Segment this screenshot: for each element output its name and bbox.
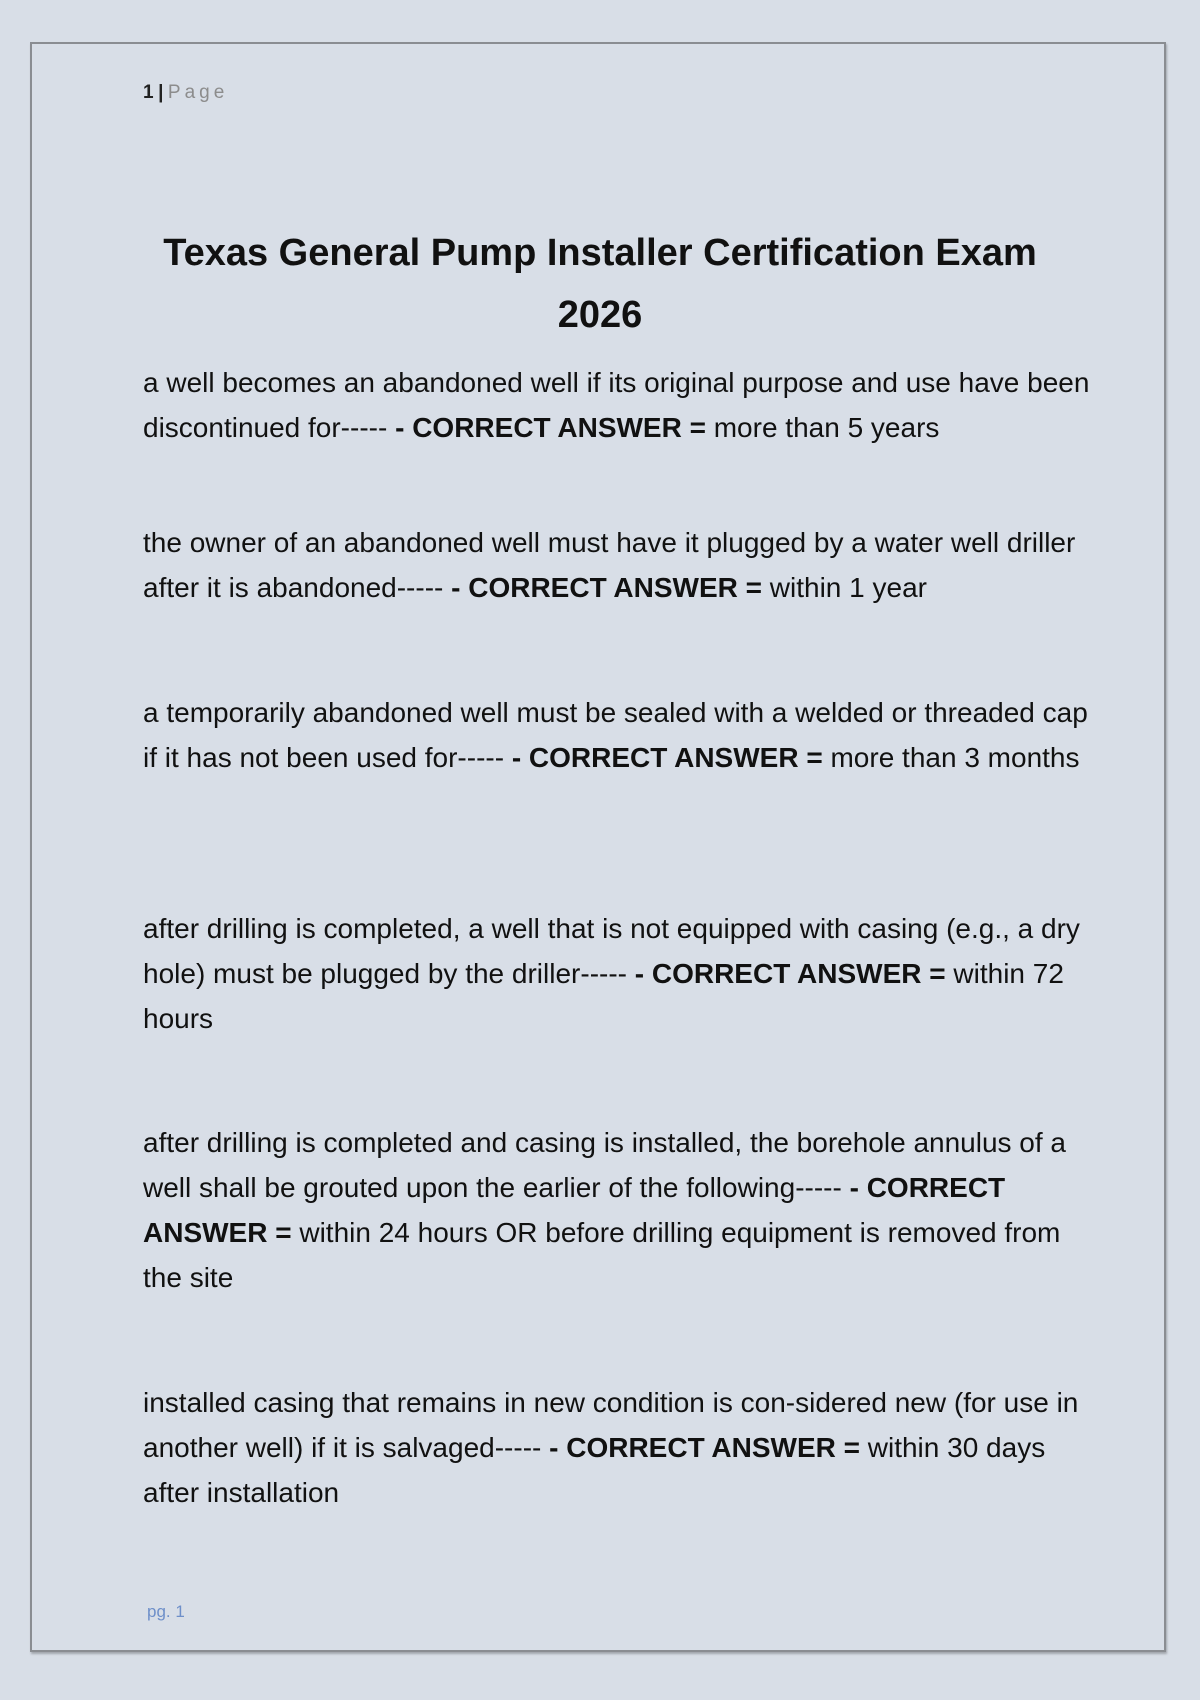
question-item-4: [143, 906, 1103, 1120]
question-text: the owner of an abandoned well must have it plugged by a water well driller after it is abandoned-----: [143, 527, 1076, 603]
question-text: after drilling is completed and casing is installed, the borehole annulus of a well shall be grouted upon the earlier of the following-----: [143, 1127, 1067, 1203]
answer-text: within 1 year: [769, 572, 927, 603]
correct-answer-label: - CORRECT ANSWER =: [143, 1172, 1006, 1248]
question-text: after drilling is completed, a well that is not equipped with casing (e.g., a dry hole) must be plugged by the driller-----: [143, 913, 1080, 989]
document-title-line-1: Texas General Pump Installer Certification Exam: [163, 232, 1037, 274]
document-page: [30, 42, 1166, 1652]
answer-text: more than 3 months: [830, 742, 1080, 773]
question-text: a well becomes an abandoned well if its original purpose and use have been discontinued for-----: [143, 367, 1090, 443]
question-list: [143, 360, 1103, 1515]
correct-answer-label: - CORRECT ANSWER =: [451, 572, 762, 603]
correct-answer-label: - CORRECT ANSWER =: [395, 412, 706, 443]
page-footer: pg. 1: [147, 1602, 185, 1621]
question-item-1: [143, 360, 1103, 520]
answer-text: more than 5 years: [713, 412, 940, 443]
document-title-line-2: 2026: [557, 294, 643, 336]
question-text: a temporarily abandoned well must be sealed with a welded or threaded cap if it has not been used for-----: [143, 697, 1088, 773]
answer-text: within 24 hours OR before drilling equipment is removed from the site: [143, 1217, 1061, 1293]
question-item-5: [143, 1120, 1103, 1380]
correct-answer-label: - CORRECT ANSWER =: [511, 742, 823, 773]
answer-text: within 30 days after installation: [143, 1432, 1046, 1508]
page-header-separator: |: [158, 82, 164, 103]
document-title: [92, 222, 1108, 346]
question-item-6: [143, 1380, 1103, 1515]
correct-answer-label: - CORRECT ANSWER =: [634, 958, 946, 989]
page-header: [143, 82, 228, 104]
question-item-2: [143, 520, 1103, 690]
question-text: installed casing that remains in new condition is con-sidered new (for use in another well) if it is salvaged-----: [143, 1387, 1079, 1463]
question-item-3: [143, 690, 1103, 906]
page-header-word: Page: [167, 82, 229, 103]
page-number: 1: [143, 82, 155, 103]
answer-text: within 72 hours: [143, 958, 1064, 1034]
correct-answer-label: - CORRECT ANSWER =: [549, 1432, 860, 1463]
